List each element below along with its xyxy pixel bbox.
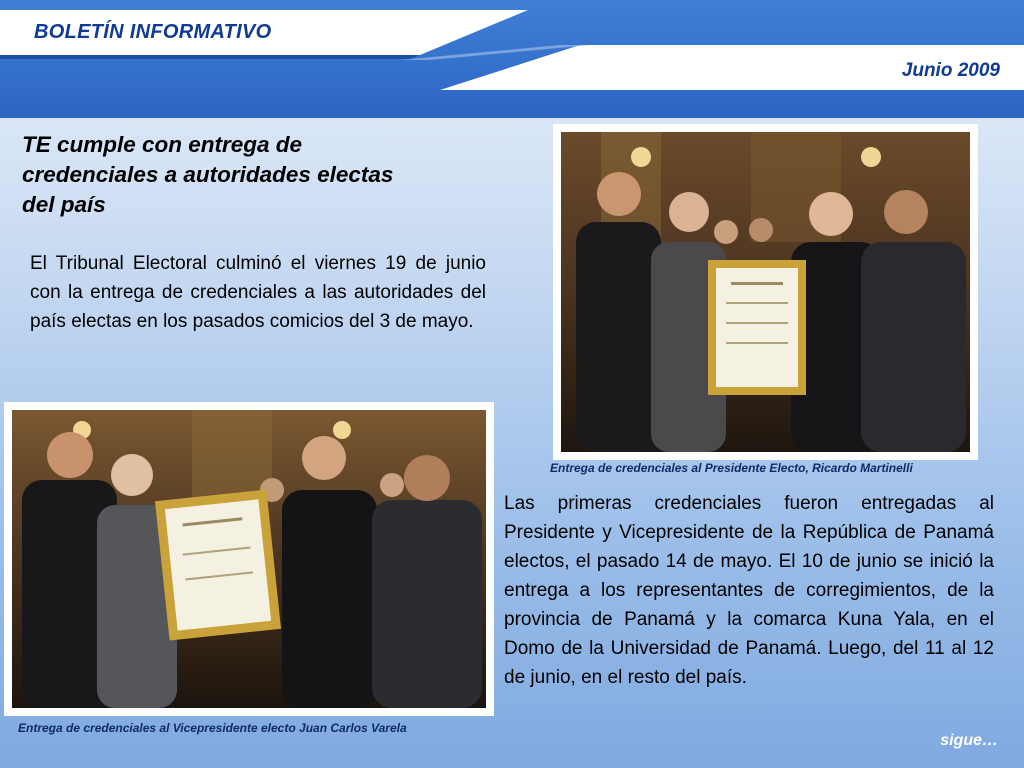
photo-vicepresident-caption: Entrega de credenciales al Vicepresidente electo Juan Carlos Varela: [18, 721, 407, 735]
bulletin-date: Junio 2009: [901, 60, 1000, 81]
header-white-stripes: [0, 0, 1024, 118]
continue-link[interactable]: sigue…: [940, 732, 998, 749]
bulletin-title: BOLETÍN INFORMATIVO: [34, 21, 272, 43]
article-headline: [22, 130, 542, 220]
photo-president-caption: Entrega de credenciales al Presidente Electo, Ricardo Martinelli: [550, 461, 913, 475]
photo-president-image: [561, 132, 970, 452]
article-paragraph-2: Las primeras credenciales fueron entregadas al Presidente y Vicepresidente de la República de Panamá electos, el pasado 14 de mayo. El 10 de junio se inició la entrega a los representantes de corregimientos, de la provincia de Panamá y la comarca Kuna Yala, en el Domo de la Universidad de Panamá. Luego, del 11 al 12 de junio, en el resto del país.: [504, 493, 994, 688]
photo-president: [553, 124, 978, 460]
headline-line: credenciales a autoridades electas: [22, 162, 394, 187]
photo-vicepresident: [4, 402, 494, 716]
headline-line: TE cumple con entrega de: [22, 132, 303, 157]
photo-vicepresident-image: [12, 410, 486, 708]
article-paragraph-1: El Tribunal Electoral culminó el viernes 19 de junio con la entrega de credenciales a las autoridades del país electas en los pasados comicios del 3 de mayo.: [30, 253, 486, 332]
headline-line: del país: [22, 192, 106, 217]
